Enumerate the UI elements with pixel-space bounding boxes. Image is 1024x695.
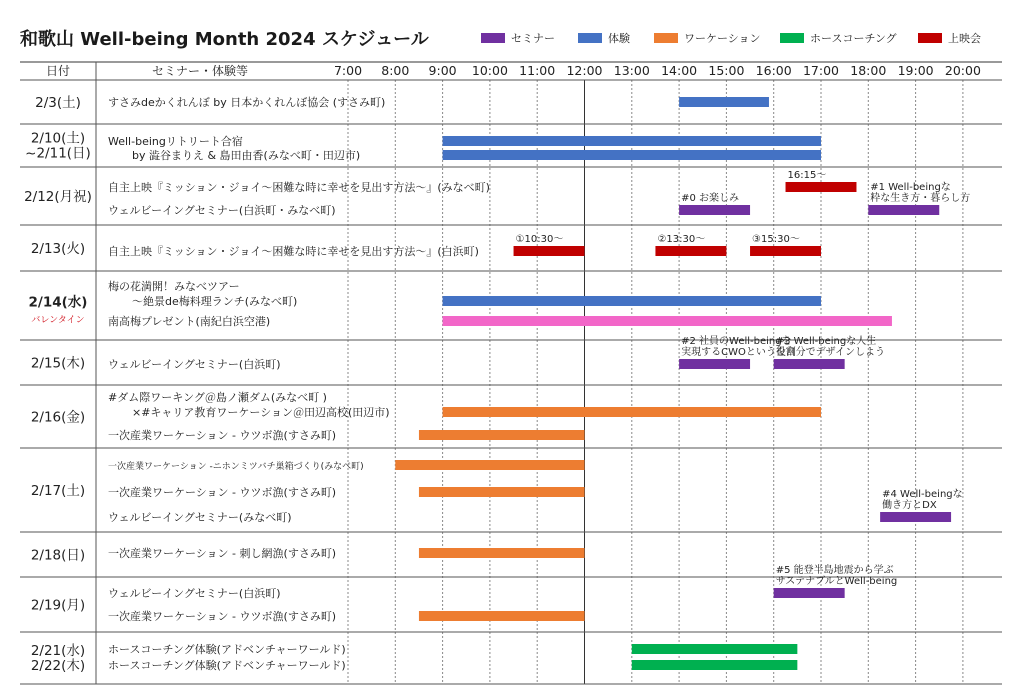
legend-label-workation: ワーケーション — [684, 32, 761, 45]
bar-workation — [419, 548, 585, 558]
x-tick-label: 15:00 — [708, 63, 745, 78]
event-label: ホースコーチング体験(アドベンチャーワールド) — [108, 659, 346, 672]
event-label: ウェルビーイングセミナー(みなべ町) — [108, 511, 292, 524]
date-label: 2/21(水) — [30, 643, 86, 659]
x-tick-label: 7:00 — [333, 63, 363, 78]
bar-annotation: #5 能登半島地震から学ぶ — [775, 565, 894, 576]
bar-workation — [419, 611, 585, 621]
bar-screening — [786, 182, 857, 192]
event-label: 梅の花満開！みなべツアー — [108, 280, 240, 293]
legend-swatch-seminar — [481, 33, 505, 43]
bar-screening — [655, 246, 726, 256]
bar-workation — [443, 407, 821, 417]
bar-annotation: #2 社員のWell-beingを — [681, 336, 792, 347]
bar-annotation: 実現するCWOという役割 — [681, 347, 796, 358]
header-date: 日付 — [45, 64, 71, 78]
event-label: 一次産業ワーケーション - ウツボ漁(すさみ町) — [108, 486, 337, 499]
legend-label-screening: 上映会 — [948, 32, 981, 45]
bar-screening — [514, 246, 585, 256]
event-label: Well-beingリトリート合宿 — [108, 135, 243, 148]
date-label: 2/12(月祝) — [24, 189, 92, 205]
event-label: 一次産業ワーケーション - ウツボ漁(すさみ町) — [108, 429, 337, 442]
x-tick-label: 13:00 — [613, 63, 650, 78]
date-label: 2/13(火) — [30, 241, 86, 257]
legend-swatch-experience — [578, 33, 602, 43]
bar-annotation: 粋な生き方・暮らし方 — [870, 193, 971, 204]
x-tick-label: 17:00 — [802, 63, 840, 78]
legend-label-experience: 体験 — [608, 32, 630, 45]
bar-horse — [632, 660, 798, 670]
x-tick-label: 20:00 — [944, 63, 981, 78]
legend-label-seminar: セミナー — [511, 32, 555, 45]
event-label: 自主上映『ミッション・ジョイ～困難な時に幸せを見出す方法～』(白浜町) — [108, 245, 479, 258]
event-label: ホースコーチング体験(アドベンチャーワールド) — [108, 643, 346, 656]
event-label: ウェルビーイングセミナー(白浜町) — [108, 358, 281, 371]
bar-experience — [443, 150, 821, 160]
date-label: 2/15(木) — [30, 355, 86, 372]
bar-annotation: 働き方とDX — [882, 500, 937, 511]
date-label: 2/18(日) — [30, 547, 86, 564]
date-label: 2/14(水) — [28, 294, 88, 311]
legend-swatch-workation — [654, 33, 678, 43]
bar-annotation: ③15:30～ — [752, 234, 800, 245]
bar-workation — [395, 460, 584, 470]
bar-seminar — [679, 359, 750, 369]
date-label: 2/3(土) — [35, 95, 81, 111]
event-label: 一次産業ワーケーション -ニホンミツバチ巣箱づくり(みなべ町) — [108, 462, 364, 472]
bar-experience — [443, 296, 821, 306]
date-label: 2/10(土) — [30, 130, 86, 147]
chart-title: 和歌山 Well-being Month 2024 スケジュール — [20, 29, 429, 50]
x-tick-label: 14:00 — [661, 63, 698, 78]
date-label: 2/16(金) — [30, 409, 86, 426]
bar-seminar — [774, 359, 845, 369]
event-label: ウェルビーイングセミナー(白浜町・みなべ町) — [108, 204, 336, 217]
bar-annotation: ①10:30～ — [515, 234, 564, 245]
bar-experience — [443, 136, 821, 146]
bar-gift — [443, 316, 892, 326]
x-tick-label: 8:00 — [381, 63, 410, 78]
bar-annotation: #0 お楽しみ — [681, 193, 740, 204]
event-label: 一次産業ワーケーション - ウツボ漁(すさみ町) — [108, 610, 337, 623]
event-label: ～絶景de梅料理ランチ(みなべ町) — [132, 295, 298, 308]
event-label: ウェルビーイングセミナー(白浜町) — [108, 587, 281, 600]
legend-label-horse: ホースコーチング — [810, 32, 897, 45]
event-label: 自主上映『ミッション・ジョイ～困難な時に幸せを見出す方法～』(みなべ町) — [108, 181, 490, 194]
date-label: 2/19(月) — [30, 597, 86, 614]
x-tick-label: 19:00 — [897, 63, 934, 78]
bar-screening — [750, 246, 821, 256]
bar-workation — [419, 487, 585, 497]
x-tick-label: 12:00 — [566, 63, 603, 78]
header-event: セミナー・体験等 — [151, 64, 249, 78]
event-label: 一次産業ワーケーション - 刺し網漁(すさみ町) — [108, 547, 337, 560]
x-tick-label: 9:00 — [428, 63, 457, 78]
x-tick-label: 10:00 — [471, 63, 508, 78]
bar-seminar — [774, 588, 845, 598]
bar-annotation: を自分でデザインしよう — [775, 347, 886, 358]
bar-horse — [632, 644, 798, 654]
date-sublabel: バレンタイン — [31, 315, 85, 326]
x-tick-label: 16:00 — [755, 63, 792, 78]
bar-annotation: 16:15～ — [787, 170, 827, 181]
date-label: 2/17(土) — [30, 483, 86, 499]
bar-annotation: ②13:30～ — [657, 234, 706, 245]
event-label: すさみdeかくれんぼ by 日本かくれんぼ協会 (すさみ町) — [108, 96, 386, 109]
bar-seminar — [880, 512, 951, 522]
bar-experience — [679, 97, 769, 107]
bar-annotation: #3 Well-beingな人生 — [775, 336, 877, 347]
event-label: 南高梅プレゼント(南紀白浜空港) — [108, 315, 271, 328]
bar-seminar — [679, 205, 750, 215]
bar-annotation: サステナブルとWell-being — [775, 576, 898, 587]
event-label: ×#キャリア教育ワーケーション＠田辺高校(田辺市) — [132, 406, 390, 419]
date-label: ~2/11(日) — [25, 145, 91, 162]
x-tick-label: 11:00 — [519, 63, 556, 78]
bar-seminar — [868, 205, 939, 215]
bar-annotation: #1 Well-beingな — [870, 182, 951, 193]
bar-workation — [419, 430, 585, 440]
bar-annotation: #4 Well-beingな — [882, 489, 963, 500]
date-label: 2/22(木) — [30, 658, 86, 674]
event-label: by 澁谷まりえ & 島田由香(みなべ町・田辺市) — [132, 149, 361, 162]
event-label: #ダム際ワーキング＠島ノ瀬ダム(みなべ町 ) — [108, 391, 327, 404]
legend-swatch-screening — [918, 33, 942, 43]
legend-swatch-horse — [780, 33, 804, 43]
x-tick-label: 18:00 — [850, 63, 887, 78]
